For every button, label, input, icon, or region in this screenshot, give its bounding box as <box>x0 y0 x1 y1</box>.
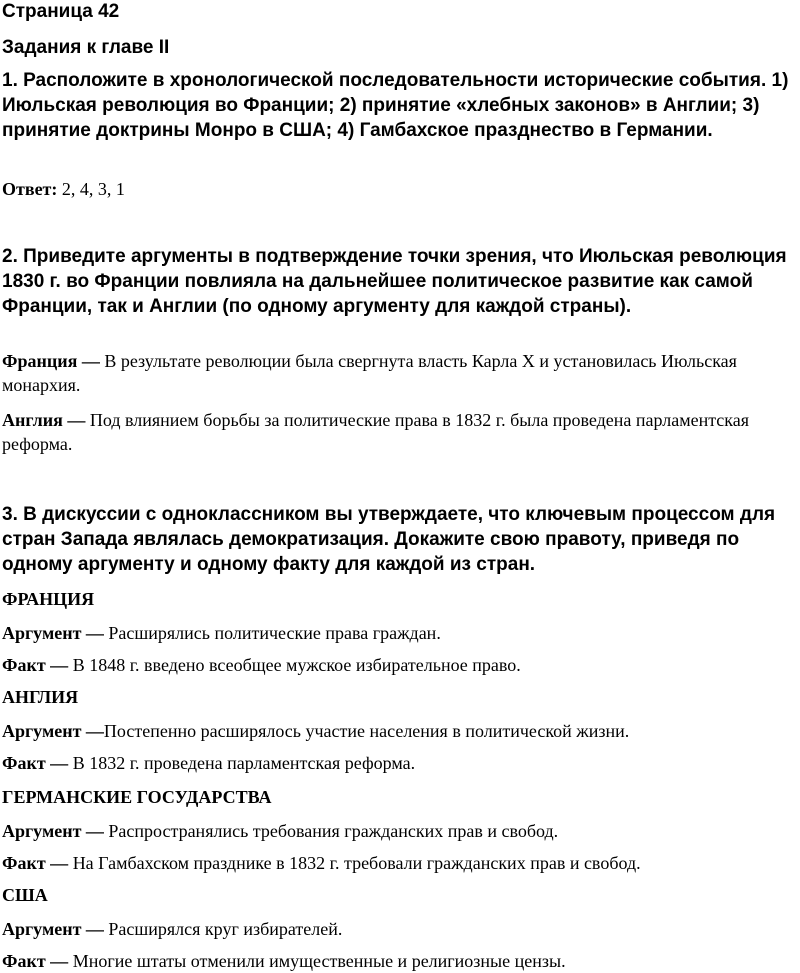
argument-label: Аргумент — <box>2 919 104 939</box>
section-heading-france: ФРАНЦИЯ <box>2 589 95 609</box>
fact-text: На Гамбахском празднике в 1832 г. требовали гражданских прав и свобод. <box>68 853 641 873</box>
question-2: 2. Приведите аргументы в подтверждение точки зрения, что Июльская революция 1830 г. во Франции повлияла на дальнейшее политическое развитие как самой Франции, так и Англии (по одному аргументу для каждой страны). <box>2 246 787 317</box>
answer-value: 2, 4, 3, 1 <box>57 179 125 199</box>
england-text: Под влиянием борьбы за политические права в 1832 г. была проведена парламентская реформа. <box>2 410 750 454</box>
page-title: Страница 42 <box>2 1 120 22</box>
fact-england <box>2 752 415 774</box>
england-label: Англия — <box>2 410 86 430</box>
answer-1 <box>2 178 125 200</box>
fact-label: Факт — <box>2 951 69 971</box>
argument-germany <box>2 820 558 842</box>
argument-text: Расширялся круг избирателей. <box>103 919 343 939</box>
fact-france <box>2 654 521 676</box>
fact-text: В 1848 г. введено всеобщее мужское избирательное право. <box>68 655 521 675</box>
chapter-title: Задания к главе II <box>2 37 170 58</box>
argument-label: Аргумент — <box>2 623 104 643</box>
fact-text: В 1832 г. проведена парламентская реформа. <box>68 753 416 773</box>
argument-text: Постепенно расширялось участие населения в политической жизни. <box>103 721 630 741</box>
section-heading-england: АНГЛИЯ <box>2 687 79 707</box>
france-text: В результате революции была свергнута власть Карла X и установилась Июльская монархия. <box>2 351 737 395</box>
argument-usa <box>2 918 342 940</box>
fact-label: Факт — <box>2 753 69 773</box>
france-label: Франция — <box>2 351 100 371</box>
section-heading-usa: США <box>2 885 48 905</box>
answer-england <box>2 408 798 456</box>
fact-germany <box>2 852 641 874</box>
fact-label: Факт — <box>2 853 69 873</box>
fact-label: Факт — <box>2 655 69 675</box>
answer-label: Ответ: <box>2 179 58 199</box>
question-3: 3. В дискуссии с одноклассником вы утверждаете, что ключевым процессом для стран Запада являлась демократизация. Докажите свою правоту, приведя по одному аргументу и одному факту для каждой из стран. <box>2 504 776 575</box>
fact-usa <box>2 950 566 972</box>
argument-label: Аргумент — <box>2 821 104 841</box>
answer-france <box>2 349 798 397</box>
argument-label: Аргумент — <box>2 721 104 741</box>
fact-text: Многие штаты отменили имущественные и религиозные цензы. <box>68 951 566 971</box>
argument-text: Расширялись политические права граждан. <box>103 623 441 643</box>
argument-text: Распространялись требования гражданских прав и свобод. <box>103 821 559 841</box>
argument-england <box>2 720 629 742</box>
section-heading-germany: ГЕРМАНСКИЕ ГОСУДАРСТВА <box>2 787 272 807</box>
argument-france <box>2 622 441 644</box>
question-1: 1. Расположите в хронологической последовательности исторические события. 1) Июльская революция во Франции; 2) принятие «хлебных законов» в Англии; 3) принятие доктрины Монро в США; 4) Гамбахское празднество в Германии. <box>2 70 789 141</box>
